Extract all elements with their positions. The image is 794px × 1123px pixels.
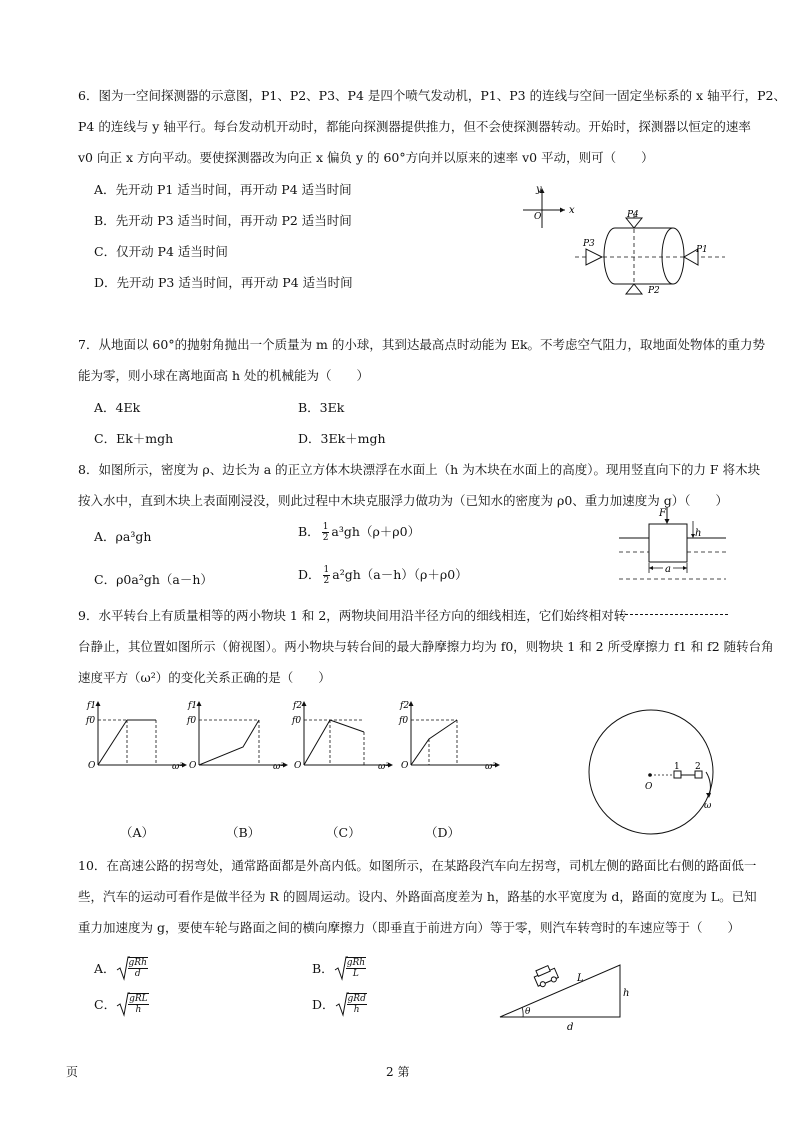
q9-graph-c-origin: O [294,761,302,771]
q10-option-b-label: B． [312,961,334,976]
q9-center-label: O [645,782,653,792]
q9-block-1-label: 1 [674,762,680,772]
q8-option-d-label: D． [298,567,321,582]
q7-stem-line-2: 能为零，则小球在离地面高 h 处的机械能为（ ） [78,368,369,383]
q8-option-b-label: B． [298,524,320,539]
q9-omega-label: ω [704,801,712,811]
q6-axis-y-label: y [536,184,542,195]
q6-option-c: C．仅开动 P4 适当时间 [94,244,228,259]
q9-graph-d-level: f0 [399,716,409,726]
q7-option-d: D．3Ek＋mgh [298,431,386,446]
q10-option-a [94,955,150,981]
q8-block-diagram [615,505,730,590]
q10-car-icon [532,964,559,989]
q9-caption-d: （D） [425,825,461,840]
q9-block-2-label: 2 [695,762,701,772]
q8-force-label: F [659,508,666,519]
q10-angle-label: θ [525,1007,531,1017]
q6-p4-label: P4 [627,210,639,220]
q10-length-label: L [577,973,584,984]
q6-stem-line-3: v0 向正 x 方向平动。要使探测器改为向正 x 偏负 y 的 60°方向并以原来的速率 v0 平动，则可（ ） [78,150,654,165]
q8-option-d-fraction: $\frac{1}{2}$ [323,565,330,586]
q9-graph-d-xlabel: ω² [485,762,496,771]
q10-option-d-fraction: $\frac{\text{gRd}}{h}$ [347,994,366,1015]
q10-option-d [312,991,369,1017]
q9-stem-line-3: 速度平方（ω²）的变化关系正确的是（ ） [78,670,331,685]
q9-caption-b: （B） [226,825,261,840]
q9-graph-a-ylabel: f1 [87,701,97,711]
q9-graph-d [395,697,503,771]
q9-graph-c [288,697,396,771]
q6-option-d: D．先开动 P3 适当时间，再开动 P4 适当时间 [94,275,353,290]
q10-stem-line-2: 些，汽车的运动可看作是做半径为 R 的圆周运动。设内、外路面高度差为 h，路基的水平宽度为 d，路面的宽度为 L。已知 [78,889,757,904]
q9-graph-b-origin: O [189,761,197,771]
q9-stem-line-2: 台静止，其位置如图所示（俯视图）。两小物块与转台间的最大静摩擦力均为 f0，则物块 1 和 2 所受摩擦力 f1 和 f2 随转台角 [78,639,774,654]
q6-probe-diagram [515,180,730,298]
q6-option-b: B．先开动 P3 适当时间，再开动 P2 适当时间 [94,213,352,228]
q10-height-label: h [623,988,630,999]
q6-origin-label: O [534,212,542,222]
q6-stem-line-2: P4 的连线与 y 轴平行。每台发动机开动时，都能向探测器提供推力，但不会使探测器转动。开始时，探测器以恒定的速率 [78,119,751,134]
footer-left: 页 [66,1065,79,1079]
q9-graph-b [183,697,291,771]
q10-stem-line-1: 10．在高速公路的拐弯处，通常路面都是外高内低。如图所示，在某路段汽车向左拐弯，司机左侧的路面比右侧的路面低一 [78,858,757,873]
q9-graph-a-level: f0 [86,716,96,726]
q9-caption-a: （A） [120,825,155,840]
q10-option-c [94,991,151,1017]
q10-option-c-label: C． [94,997,117,1012]
q10-option-c-fraction: $\frac{\text{gRL}}{h}$ [129,994,148,1015]
q9-graph-b-ylabel: f1 [188,701,198,711]
q8-option-c: C．ρ0a²gh（a－h） [94,572,213,587]
footer-page-number: 2 第 [386,1065,410,1079]
q6-option-a: A．先开动 P1 适当时间，再开动 P4 适当时间 [94,182,352,197]
q6-stem-line-1: 6．图为一空间探测器的示意图，P1、P2、P3、P4 是四个喷气发动机，P1、P3 的连线与空间一固定坐标系的 x 轴平行，P2、 [78,88,786,103]
q8-option-b [298,522,420,543]
q10-option-b-fraction: $\frac{\text{gRh}}{L}$ [346,958,366,979]
q7-option-b: B．3Ek [298,400,345,415]
q8-option-d [298,565,468,586]
q9-turntable-diagram [588,694,728,840]
q8-side-label: a [665,564,671,575]
q8-option-a: A．ρa³gh [94,529,152,544]
q9-graph-b-level: f0 [187,716,197,726]
q7-option-a: A．4Ek [94,400,141,415]
q9-graph-b-xlabel: ω² [273,762,284,771]
q8-stem-line-2: 按入水中，直到木块上表面刚浸没，则此过程中木块克服浮力做功为（已知水的密度为 ρ0、重力加速度为 g）（ ） [78,493,729,508]
q8-option-b-rest: a³gh（ρ＋ρ0） [331,524,421,539]
q9-graph-a [82,697,190,771]
q10-option-b [312,955,368,981]
q7-stem-line-1: 7．从地面以 60°的抛射角抛出一个质量为 m 的小球，其到达最高点时动能为 Ek。不考虑空气阻力，取地面处物体的重力势 [78,337,766,352]
q8-option-b-fraction: $\frac{1}{2}$ [322,522,329,543]
q9-graph-c-xlabel: ω² [378,762,389,771]
q6-p1-label: P1 [696,245,708,255]
q10-option-d-label: D． [312,997,335,1012]
q10-option-a-fraction: $\frac{\text{gRh}}{d}$ [128,958,147,979]
q8-stem-line-1: 8．如图所示，密度为 ρ、边长为 a 的正立方体木块漂浮在水面上（h 为木块在水面上的高度）。现用竖直向下的力 F 将木块 [78,462,761,477]
q9-graph-c-level: f0 [292,716,302,726]
q9-graph-d-ylabel: f2 [400,701,410,711]
q10-width-label: d [567,1022,574,1033]
q9-caption-c: （C） [326,825,361,840]
q9-graph-c-ylabel: f2 [293,701,303,711]
q9-dashed-rule [620,614,728,615]
q9-graph-a-xlabel: ω² [172,762,183,771]
q10-incline-diagram [495,950,635,1036]
q6-p2-label: P2 [648,286,660,296]
q10-option-a-label: A． [94,961,116,976]
q9-stem-line-1: 9．水平转台上有质量相等的两小物块 1 和 2，两物块间用沿半径方向的细线相连，它们始终相对转 [78,608,627,623]
q7-option-c: C．Ek＋mgh [94,431,174,446]
q8-option-d-rest: a²gh（a－h）（ρ＋ρ0） [332,567,468,582]
q10-stem-line-3: 重力加速度为 g，要使车轮与路面之间的横向摩擦力（即垂直于前进方向）等于零，则汽车转弯时的车速应等于（ ） [78,920,740,935]
q9-graph-d-origin: O [401,761,409,771]
q6-axis-x-label: x [569,205,575,216]
q8-height-label: h [695,528,702,539]
q6-p3-label: P3 [583,239,595,249]
q9-graph-a-origin: O [88,761,96,771]
